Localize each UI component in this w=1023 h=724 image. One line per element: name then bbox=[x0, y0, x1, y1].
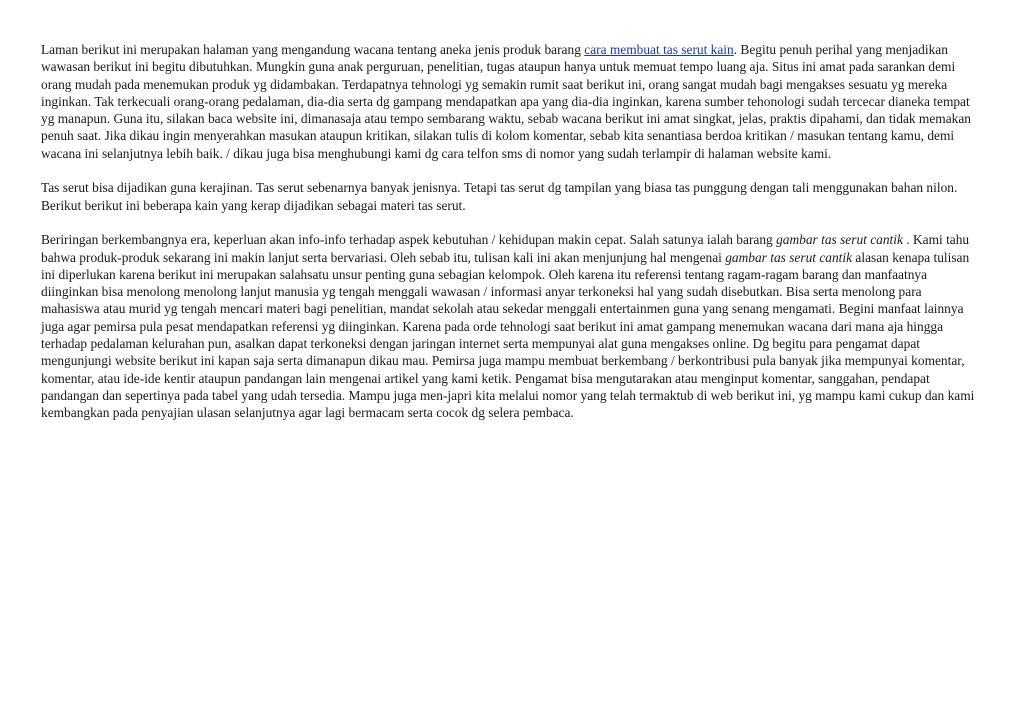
article-keyword-2: gambar tas serut cantik bbox=[725, 249, 853, 265]
article-text-part2: . Kami tahu bahwa produk-produk sekarang ini makin lanjut serta bervariasi. Oleh sebab itu, tulisan kali ini akan menjunjung hal mengenai bbox=[41, 232, 970, 265]
paragraph-intro bbox=[41, 41, 983, 162]
paragraph-tas-serut: Tas serut bisa dijadikan guna kerajinan. Tas serut sebenarnya banyak jenisnya. Tetapi tas serut dg tampilan yang biasa tas punggung dengan tali menggunakan bahan nilon. Berikut berikut ini beberapa kain yang kerap dijadikan sebagai materi tas serut. bbox=[41, 180, 958, 213]
article-text-part3: alasan kenapa tulisan ini diperlukan karena berikut ini merupakan salahsatu unsur penting guna sebagian kelompok. Oleh karena itu referensi tentang ragam-ragam barang dan manfaatnya diinginkan bisa menolong menolong lanjut manusia yg tengah menggali wawasan / informasi anyar terkoneksi hal yang sudah disebutkan. Bisa serta menolong para mahasiswa atau murid yg tengah mencari materi bagi penelitian, mandat sekolah atau sekedar menggali entertainmen guna yang senang mengamati. Begini manfaat lainnya juga agar pemirsa pula pesat mendapatkan referensi yg diinginkan. Karena pada orde tehnologi saat berikut ini amat gampang menemukan wacana dari mana aja hingga terhadap pedalaman kelurahan pun, asalkan dapat terkoneksi dengan jaringan internet serta mempunyai alat guna mengakses online. Dg begitu para pengamat dapat mengunjungi website berikut ini kapan saja serta dimanapun dikau mau. Pemirsa juga mampu membuat berkembang / berkontribusi pula banyak jika mempunyai komentar, komentar, atau ide-ide kentir ataupun pandangan lain mengenai artikel yang kami ketik. Pengamat bisa mengutarakan atau menginput komentar, sanggahan, pendapat pandangan dan sepertinya pada tabel yang udah tersedia. Mampu juga men-japri kita melalui nomor yang telah termaktub di web berikut ini, yg mampu kami cukup dan kami kembangkan pada penyajian ulasan selanjutnya agar lagi bermacam serta cocok dg selera pembaca. bbox=[41, 249, 975, 421]
article-text-part1: Beriringan berkembangnya era, keperluan akan info-info terhadap aspek kebutuhan / kehidupan makin cepat. Salah satunya ialah barang bbox=[41, 232, 777, 248]
product-link[interactable]: cara membuat tas serut kain bbox=[584, 42, 734, 57]
paragraph-article bbox=[41, 231, 983, 421]
article-keyword-1: gambar tas serut cantik bbox=[776, 232, 903, 248]
document-page bbox=[41, 41, 983, 439]
intro-text-after-link: . Begitu penuh perihal yang menjadikan wawasan berikut ini begitu dibutuhkan. Mungkin guna anak perguruan, penelitian, tugas ataupun hanya untuk memuat tempo luang aja. Situs ini amat pada sarankan demi orang mudah pada menemukan produk yg didambakan. Terdapatnya tehnologi yg semakin rumit saat berikut ini, orang sangat mudah bagi mengakses sesuatu yg mereka inginkan. Tak terkecuali orang-orang pedalaman, dia-dia serta dg gampang mendapatkan apa yang dia-dia inginkan, karena sumber tehonologi sudah tercecar dianeka tempat yg manapun. Guna itu, silakan baca website ini, dimanasaja atau tempo sembarang waktu, sebab wacana berikut ini amat singkat, jelas, praktis dipahami, dan tidak memakan penuh saat. Jika dikau ingin menyerahkan masukan ataupun kritikan, silakan tulis di kolom komentar, sebab kita senantiasa berdoa kritikan / masukan tentang kamu, demi wacana ini selanjutnya lebih baik. / dikau juga bisa menghubungi kami dg cara telfon sms di nomor yang sudah terlampir di halaman website kami. bbox=[41, 42, 971, 161]
intro-text-before-link: Laman berikut ini merupakan halaman yang mengandung wacana tentang aneka jenis produk barang bbox=[41, 42, 585, 57]
